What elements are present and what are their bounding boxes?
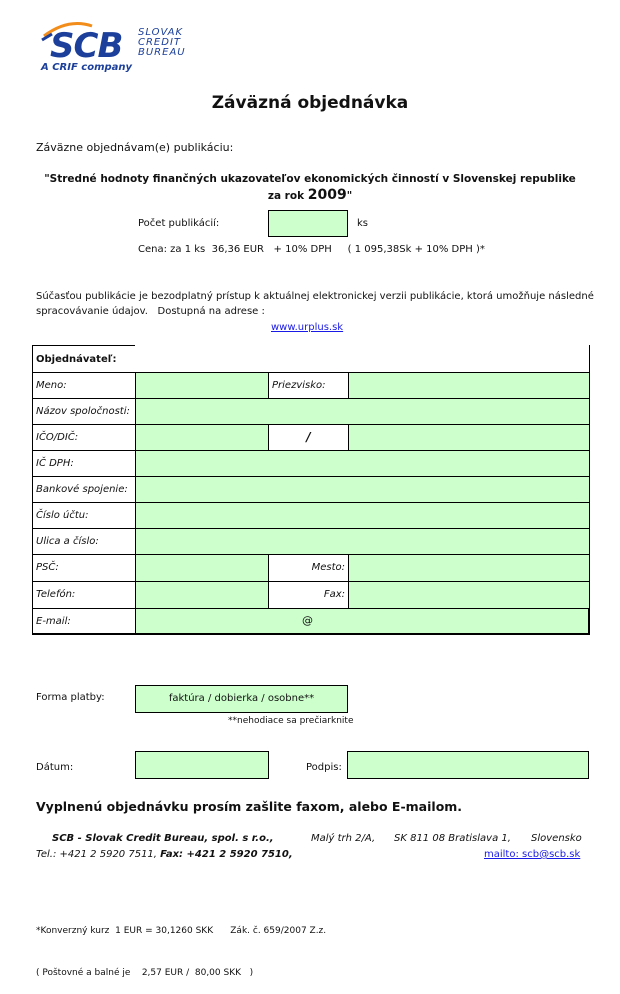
- signature-field[interactable]: [347, 751, 589, 779]
- fax-label-cell: [268, 581, 348, 608]
- email-label-cell: [32, 608, 135, 634]
- publication-title: [20, 171, 600, 204]
- dic-field[interactable]: [348, 424, 589, 450]
- intro-text: Záväzne objednávam(e) publikáciu:: [36, 141, 234, 154]
- icdph-field[interactable]: [135, 450, 589, 476]
- psc-label: PSČ:: [36, 562, 59, 573]
- contact-tel: Tel.: +421 2 5920 7511,: [36, 849, 161, 860]
- street-field[interactable]: [135, 528, 589, 554]
- access-line-1: Súčasťou publikácie je bezodplatný prístup k aktuálnej elektronickej verzii publikácie, ktorá umožňuje následné: [36, 291, 594, 302]
- contact-country: Slovensko: [531, 833, 582, 844]
- publication-quote: ": [346, 190, 353, 202]
- email-at-sign: @: [302, 614, 313, 627]
- bank-field[interactable]: [135, 476, 589, 502]
- priezvisko-label-cell: [268, 372, 348, 398]
- street-label: Ulica a číslo:: [36, 536, 99, 547]
- contact-company: SCB - Slovak Credit Bureau, spol. s r.o.,: [52, 833, 274, 844]
- logo-name: [138, 28, 186, 58]
- access-text: [36, 289, 594, 319]
- bank-label: Bankové spojenie:: [36, 484, 128, 495]
- send-instructions: Vyplnenú objednávku prosím zašlite faxom, alebo E-mailom.: [36, 799, 463, 814]
- mesto-label-cell: [268, 554, 348, 581]
- mesto-field[interactable]: [348, 554, 589, 581]
- priezvisko-field[interactable]: [348, 372, 589, 398]
- customer-header-label: Objednávateľ:: [36, 354, 117, 365]
- psc-field[interactable]: [135, 554, 268, 581]
- fax-field[interactable]: [348, 581, 589, 608]
- contact-street: Malý trh 2/A,: [311, 833, 376, 844]
- scb-logo: [38, 18, 208, 78]
- contact-mail-link[interactable]: mailto: scb@scb.sk: [484, 849, 581, 860]
- logo-name-line: CREDIT: [138, 37, 182, 48]
- payment-note: **nehodiace sa prečiarknite: [228, 716, 354, 726]
- ico-separator-cell: [268, 424, 348, 450]
- account-label-cell: [32, 502, 135, 528]
- phone-field[interactable]: [135, 581, 268, 608]
- ico-separator: /: [306, 430, 311, 444]
- contact-phone-fax: [36, 849, 293, 860]
- phone-label-cell: [32, 581, 135, 608]
- account-field[interactable]: [135, 502, 589, 528]
- email-label: E-mail:: [36, 616, 71, 627]
- access-line-2: spracovávanie údajov. Dostupná na adrese :: [36, 306, 265, 317]
- logo-name-line: BUREAU: [138, 47, 186, 58]
- company-label-cell: [32, 398, 135, 424]
- contact-city: SK 811 08 Bratislava 1,: [394, 833, 511, 844]
- footnote-line-1: *Konverzný kurz 1 EUR = 30,1260 SKK Zák. č. 659/2007 Z.z.: [36, 926, 327, 936]
- page-title: Záväzná objednávka: [211, 93, 409, 113]
- price-text: Cena: za 1 ks 36,36 EUR + 10% DPH ( 1 095,38Sk + 10% DPH )*: [138, 244, 485, 255]
- company-label: Názov spoločnosti:: [36, 406, 130, 417]
- psc-label-cell: [32, 554, 135, 581]
- signature-label: Podpis:: [306, 762, 342, 773]
- company-field[interactable]: [135, 398, 589, 424]
- customer-header: [32, 345, 135, 372]
- logo-mark-text: SCB: [50, 26, 123, 66]
- date-label: Dátum:: [36, 762, 74, 773]
- phone-label: Telefón:: [36, 589, 76, 600]
- date-field[interactable]: [135, 751, 269, 779]
- logo-tagline: A CRIF company: [41, 62, 133, 73]
- payment-value: faktúra / dobierka / osobne**: [168, 693, 315, 704]
- publication-year-prefix: za rok: [267, 190, 308, 202]
- urplus-link[interactable]: www.urplus.sk: [271, 322, 344, 333]
- publication-line-1: "Stredné hodnoty finančných ukazovateľov ekonomických činností v Slovenskej republike: [44, 173, 576, 185]
- footnote: [36, 896, 326, 994]
- icdph-label: IČ DPH:: [36, 458, 74, 469]
- ico-field[interactable]: [135, 424, 268, 450]
- street-label-cell: [32, 528, 135, 554]
- count-unit: ks: [357, 218, 369, 229]
- payment-label: Forma platby:: [36, 692, 105, 703]
- priezvisko-label: Priezvisko:: [272, 380, 326, 391]
- icdph-label-cell: [32, 450, 135, 476]
- mesto-label: Mesto:: [311, 562, 345, 573]
- footnote-line-2: ( Poštovné a balné je 2,57 EUR / 80,00 SKK ): [36, 968, 254, 978]
- meno-field[interactable]: [135, 372, 268, 398]
- publication-year: 2009: [307, 187, 347, 203]
- email-field[interactable]: [135, 608, 589, 634]
- publication-line-2: [20, 187, 600, 204]
- ico-label: IČO/DIČ:: [36, 432, 79, 443]
- bank-label-cell: [32, 476, 135, 502]
- fax-label: Fax:: [323, 589, 345, 600]
- payment-field[interactable]: [135, 685, 348, 713]
- logo-name-line: SLOVAK: [138, 27, 184, 38]
- meno-label-cell: [32, 372, 135, 398]
- count-label: Počet publikácií:: [138, 218, 220, 229]
- count-input[interactable]: [268, 210, 348, 237]
- meno-label: Meno:: [36, 380, 67, 391]
- contact-fax: Fax: +421 2 5920 7510,: [160, 849, 293, 860]
- ico-label-cell: [32, 424, 135, 450]
- account-label: Číslo účtu:: [36, 510, 89, 521]
